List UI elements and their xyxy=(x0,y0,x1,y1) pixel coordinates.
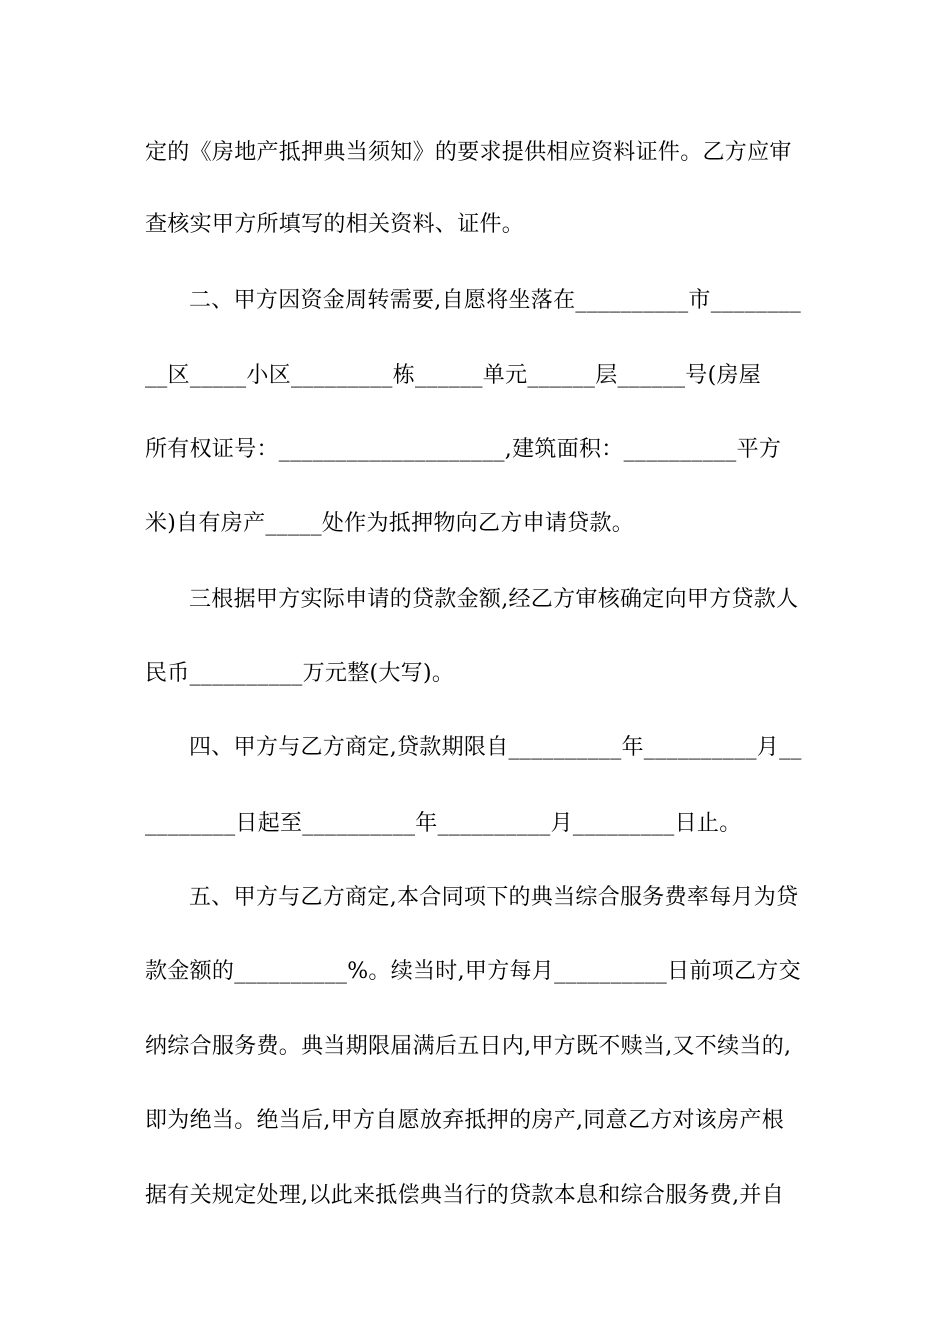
clause-4-line-2: ________日起至__________年__________月_________日止。 xyxy=(145,811,742,836)
clause-2-line-3: 所有权证号：____________________,建筑面积：__________平方 xyxy=(145,437,782,462)
clause-5-line-3: 纳综合服务费。典当期限届满后五日内,甲方既不赎当,又不续当的, xyxy=(145,1034,792,1059)
clause-2-line-4: 米)自有房产_____处作为抵押物向乙方申请贷款。 xyxy=(145,511,635,536)
clause-3-line-1: 三根据甲方实际申请的贷款金额,经乙方审核确定向甲方贷款人 xyxy=(189,587,799,612)
clause-5-line-2: 款金额的__________%。续当时,甲方每月__________日前项乙方交 xyxy=(145,959,801,984)
clause-5-line-4: 即为绝当。绝当后,甲方自愿放弃抵押的房产,同意乙方对该房产根 xyxy=(145,1108,784,1133)
clause-2-line-2: __区_____小区_________栋______单元______层______号(房屋 xyxy=(145,363,762,388)
clause-5-line-5: 据有关规定处理,以此来抵偿典当行的贷款本息和综合服务费,并自 xyxy=(145,1183,784,1208)
paragraph-line-1: 定的《房地产抵押典当须知》的要求提供相应资料证件。乙方应审 xyxy=(145,140,792,165)
clause-4-line-1: 四、甲方与乙方商定,贷款期限自__________年__________月__ xyxy=(189,735,802,760)
clause-2-line-1: 二、甲方因资金周转需要,自愿将坐落在__________市________ xyxy=(189,288,802,313)
clause-3-line-2: 民币__________万元整(大写)。 xyxy=(145,661,455,686)
paragraph-line-2: 查核实甲方所填写的相关资料、证件。 xyxy=(145,212,525,237)
clause-5-line-1: 五、甲方与乙方商定,本合同项下的典当综合服务费率每月为贷 xyxy=(189,885,799,910)
